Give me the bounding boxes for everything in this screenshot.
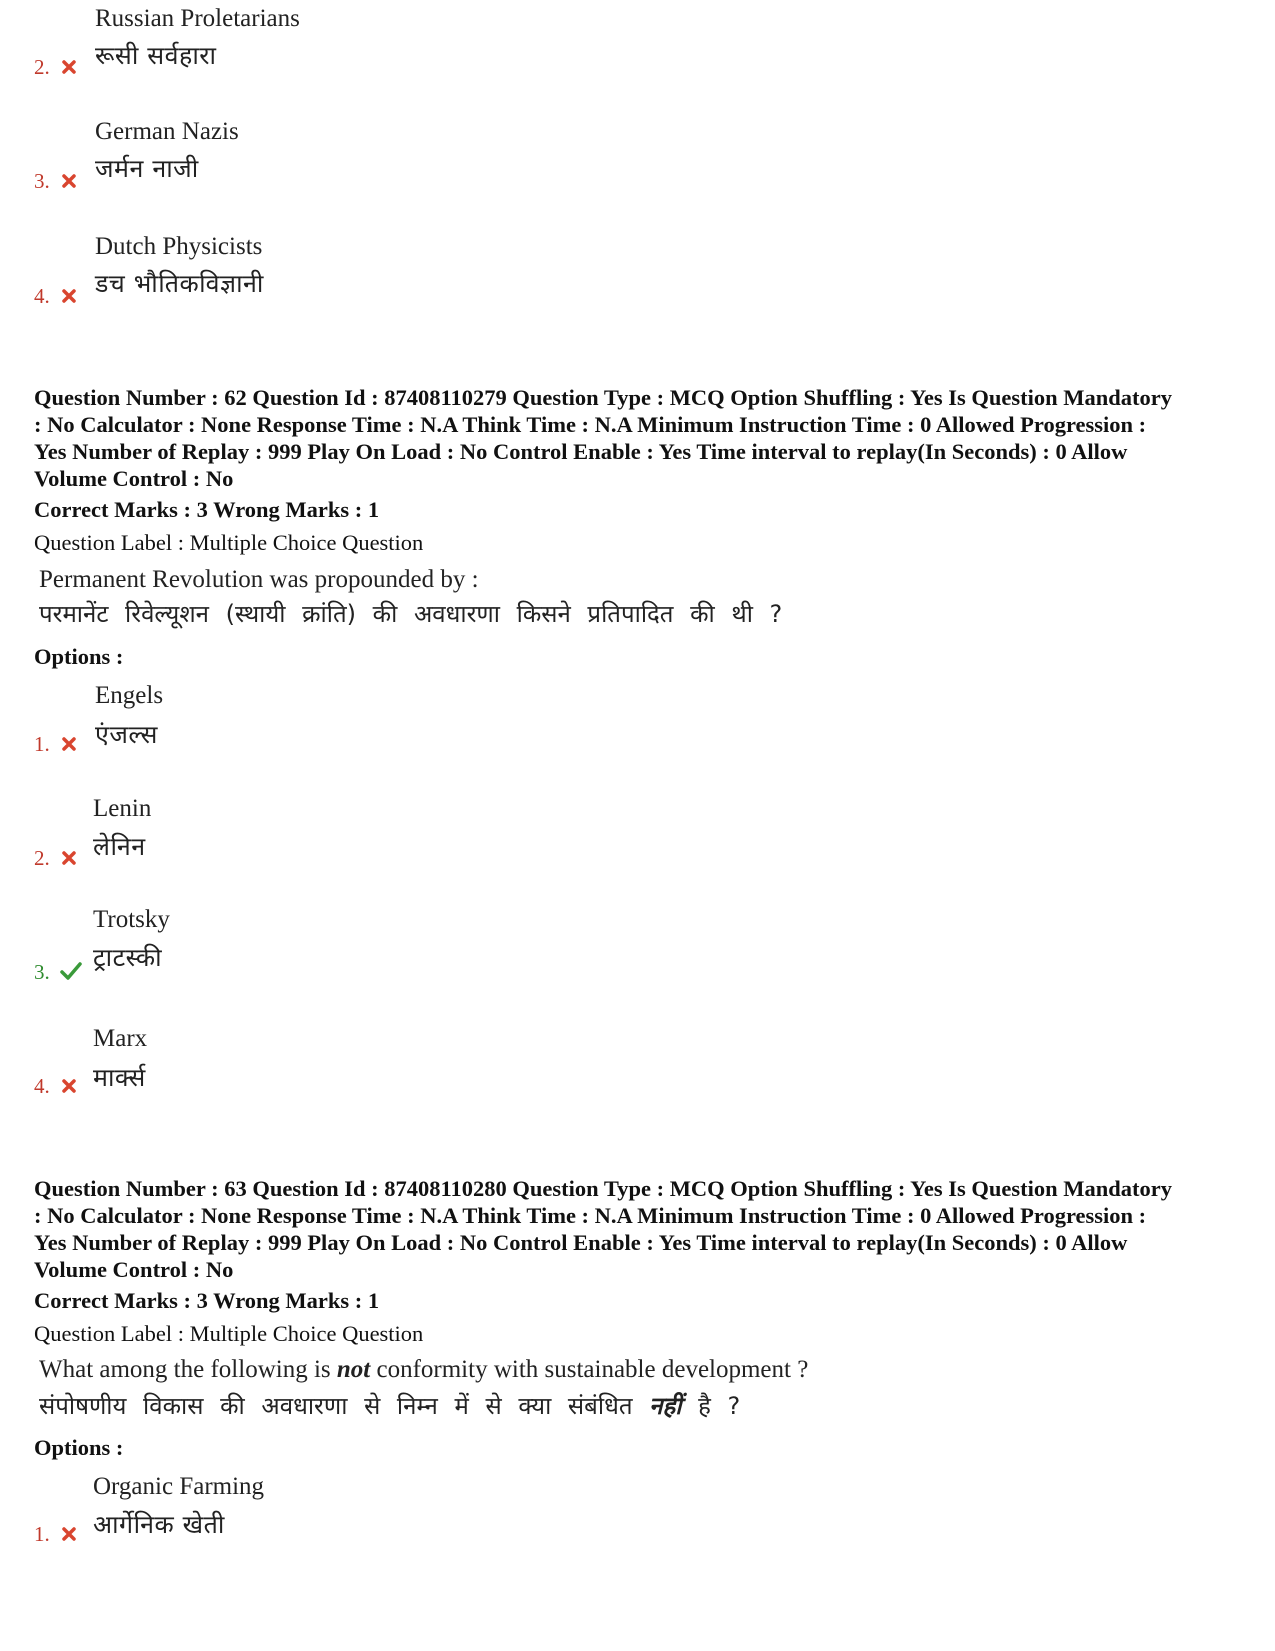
- option-text-en: Russian Proletarians: [95, 5, 300, 32]
- option-text-hi: ट्राटस्की: [93, 943, 163, 972]
- option-text-en: Trotsky: [93, 906, 170, 933]
- option-text-hi: मार्क्स: [93, 1063, 146, 1092]
- option-number: 3.: [34, 169, 50, 193]
- question-marks: Correct Marks : 3 Wrong Marks : 1: [34, 497, 380, 522]
- question-label: Question Label : Multiple Choice Question: [34, 530, 424, 555]
- option-number: 1.: [34, 1522, 50, 1546]
- option-number-row: [34, 284, 78, 309]
- option-text-hi: रूसी सर्वहारा: [95, 41, 217, 70]
- question-text-hi: परमानेंट रिवेल्यूशन (स्थायी क्रांति) की अवधारणा किसने प्रतिपादित की थी ?: [39, 600, 783, 628]
- option-number-row: [34, 55, 78, 80]
- option-number: 4.: [34, 284, 50, 308]
- option-number-row: [34, 846, 78, 871]
- option-number-row: [34, 732, 78, 757]
- cross-icon: [60, 849, 78, 867]
- cross-icon: [60, 735, 78, 753]
- option-number: 1.: [34, 732, 50, 756]
- options-label: Options :: [34, 1435, 124, 1460]
- cross-icon: [60, 172, 78, 190]
- cross-icon: [60, 58, 78, 76]
- option-text-en: Dutch Physicists: [95, 233, 263, 260]
- option-number: 2.: [34, 846, 50, 870]
- cross-icon: [60, 287, 78, 305]
- cross-icon: [60, 1077, 78, 1095]
- option-text-en: Engels: [95, 682, 164, 709]
- question-text-en: What among the following is not conformity with sustainable development ?: [39, 1356, 809, 1383]
- question-label: Question Label : Multiple Choice Question: [34, 1321, 424, 1346]
- option-text-hi: एंजल्स: [95, 720, 158, 749]
- option-text-hi: डच भौतिकविज्ञानी: [95, 269, 264, 298]
- option-number-row: [34, 1074, 78, 1099]
- question-marks: Correct Marks : 3 Wrong Marks : 1: [34, 1288, 380, 1313]
- option-number-row: [34, 169, 78, 194]
- option-text-hi: आर्गेनिक खेती: [93, 1510, 225, 1539]
- option-text-en: Organic Farming: [93, 1473, 265, 1500]
- option-number-row: [34, 1522, 78, 1547]
- option-text-hi: जर्मन नाजी: [95, 154, 199, 183]
- question-text-hi: संपोषणीय विकास की अवधारणा से निम्न में से क्या संबंधित नहीं है ?: [39, 1392, 741, 1420]
- options-label: Options :: [34, 644, 124, 669]
- cross-icon: [60, 1525, 78, 1543]
- option-number-row: [34, 960, 82, 985]
- option-text-en: Lenin: [93, 795, 152, 822]
- option-number: 2.: [34, 55, 50, 79]
- question-meta: Question Number : 63 Question Id : 87408110280 Question Type : MCQ Option Shuffling : Yes Is Question Mandatory : No Calculator : None Response Time : N.A Think Time : N.A Minimum Instruction Time : 0 Allowed Progression : Yes Number of Replay : 999 Play On Load : No Control Enable : Yes Time interval to replay(In Seconds) : 0 Allow Volume Control : No: [34, 1176, 1173, 1282]
- check-icon: [60, 961, 82, 981]
- option-number: 4.: [34, 1074, 50, 1098]
- option-number: 3.: [34, 960, 50, 984]
- question-meta: Question Number : 62 Question Id : 87408110279 Question Type : MCQ Option Shuffling : Yes Is Question Mandatory : No Calculator : None Response Time : N.A Think Time : N.A Minimum Instruction Time : 0 Allowed Progression : Yes Number of Replay : 999 Play On Load : No Control Enable : Yes Time interval to replay(In Seconds) : 0 Allow Volume Control : No: [34, 385, 1173, 491]
- option-text-hi: लेनिन: [93, 832, 146, 861]
- question-text-en: Permanent Revolution was propounded by :: [39, 566, 479, 593]
- option-text-en: German Nazis: [95, 118, 239, 145]
- option-text-en: Marx: [93, 1025, 148, 1052]
